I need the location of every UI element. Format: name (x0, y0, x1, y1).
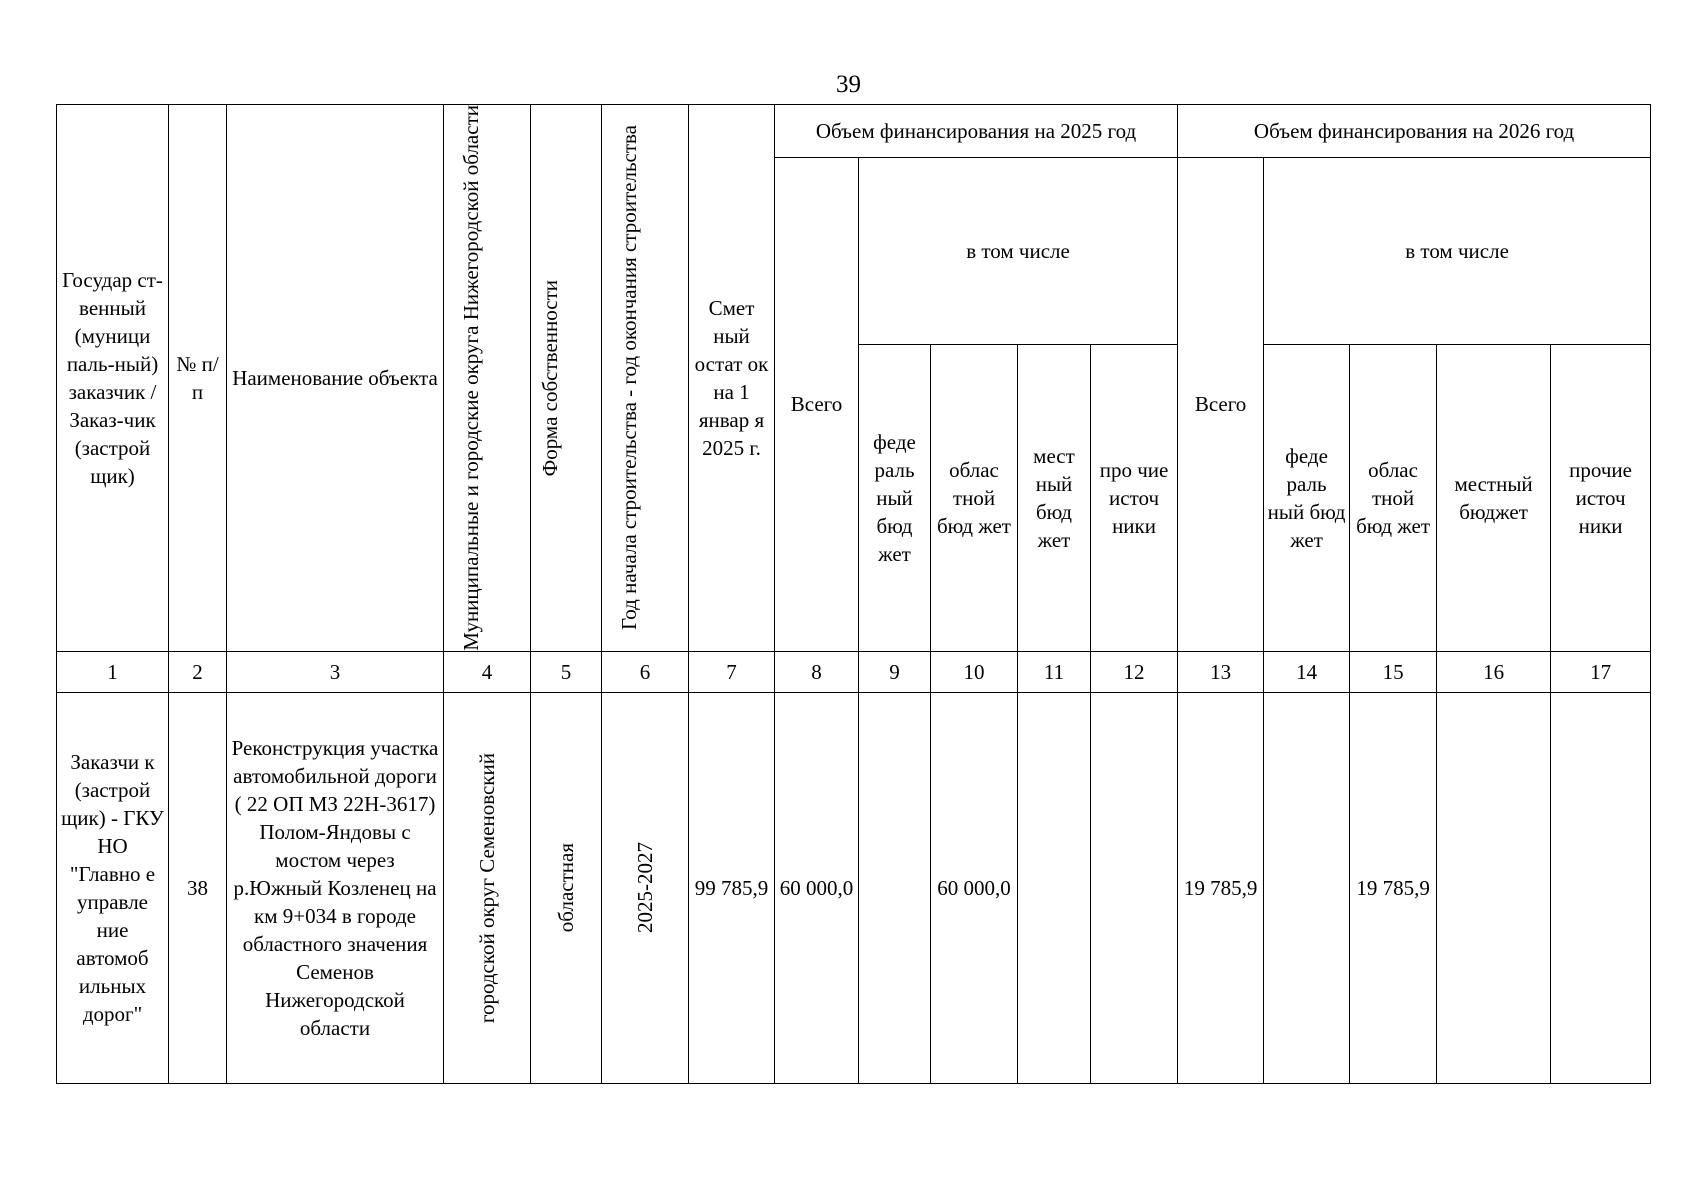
header-regional-2026: облас тной бюд жет (1350, 344, 1437, 651)
header-municipality (444, 105, 531, 652)
header-fin-2025: Объем финансирования на 2025 год (775, 105, 1178, 158)
header-total-2025: Всего (775, 158, 859, 652)
cell-federal-2025 (859, 692, 931, 1083)
header-years (602, 105, 689, 652)
header-ownership (531, 105, 602, 652)
table-row (57, 692, 1651, 1083)
cell-years (602, 692, 689, 1083)
header-including-2026: в том числе (1264, 158, 1651, 345)
cell-estimate: 99 785,9 (689, 692, 775, 1083)
header-other-2025: про чие источ ники (1091, 344, 1178, 651)
cell-federal-2026 (1264, 692, 1350, 1083)
header-local-2026: местный бюджет (1437, 344, 1551, 651)
header-object-name: Наименование объекта (227, 105, 444, 652)
column-number: 13 (1178, 651, 1264, 692)
header-ownership-text: Форма собственности (538, 279, 562, 477)
column-number: 15 (1350, 651, 1437, 692)
column-number: 12 (1091, 651, 1178, 692)
cell-ownership (531, 692, 602, 1083)
column-number: 5 (531, 651, 602, 692)
column-number: 7 (689, 651, 775, 692)
header-local-2025: мест ный бюд жет (1018, 344, 1091, 651)
header-fin-2026: Объем финансирования на 2026 год (1178, 105, 1651, 158)
cell-object-name: Реконструкция участка автомобильной дороги ( 22 ОП МЗ 22Н-3617) Полом-Яндовы с мостом через р.Южный Козленец на км 9+034 в городе областного значения Семенов Нижегородской области (227, 692, 444, 1083)
cell-total-2025: 60 000,0 (775, 692, 859, 1083)
column-number: 6 (602, 651, 689, 692)
header-row-1 (57, 105, 1651, 158)
column-number: 3 (227, 651, 444, 692)
header-regional-2025: облас тной бюд жет (931, 344, 1018, 651)
cell-total-2026: 19 785,9 (1178, 692, 1264, 1083)
page-number: 39 (836, 71, 861, 98)
header-other-2026: прочие источ ники (1551, 344, 1651, 651)
financing-table (56, 104, 1651, 1084)
header-years-text: Год начала строительства - год окончания строительства (617, 125, 641, 631)
column-number: 10 (931, 651, 1018, 692)
column-number: 2 (169, 651, 227, 692)
column-number-row (57, 651, 1651, 692)
column-number: 16 (1437, 651, 1551, 692)
header-municipality-text: Муниципальные и городские округа Нижегородской области (459, 105, 483, 651)
cell-other-2025 (1091, 692, 1178, 1083)
column-number: 17 (1551, 651, 1651, 692)
cell-customer: Заказчи к (застрой щик) - ГКУ НО "Главно е управле ние автомоб ильных дорог" (57, 692, 169, 1083)
column-number: 11 (1018, 651, 1091, 692)
cell-num: 38 (169, 692, 227, 1083)
cell-other-2026 (1551, 692, 1651, 1083)
header-customer: Государ ст-венный (муници паль-ный) заказчик / Заказ-чик (застрой щик) (57, 105, 169, 652)
cell-regional-2025: 60 000,0 (931, 692, 1018, 1083)
column-number: 1 (57, 651, 169, 692)
header-federal-2025: феде раль ный бюд жет (859, 344, 931, 651)
cell-local-2025 (1018, 692, 1091, 1083)
column-number: 4 (444, 651, 531, 692)
column-number: 8 (775, 651, 859, 692)
cell-regional-2026: 19 785,9 (1350, 692, 1437, 1083)
cell-local-2026 (1437, 692, 1551, 1083)
cell-municipality (444, 692, 531, 1083)
cell-ownership-text: областная (554, 843, 578, 933)
column-number: 14 (1264, 651, 1350, 692)
header-estimate: Смет ный остат ок на 1 январ я 2025 г. (689, 105, 775, 652)
cell-municipality-text: городской округ Семеновский (475, 752, 499, 1023)
header-including-2025: в том числе (859, 158, 1178, 345)
header-federal-2026: феде раль ный бюд жет (1264, 344, 1350, 651)
header-num: № п/п (169, 105, 227, 652)
header-total-2026: Всего (1178, 158, 1264, 652)
cell-years-text: 2025-2027 (633, 842, 657, 934)
column-number: 9 (859, 651, 931, 692)
